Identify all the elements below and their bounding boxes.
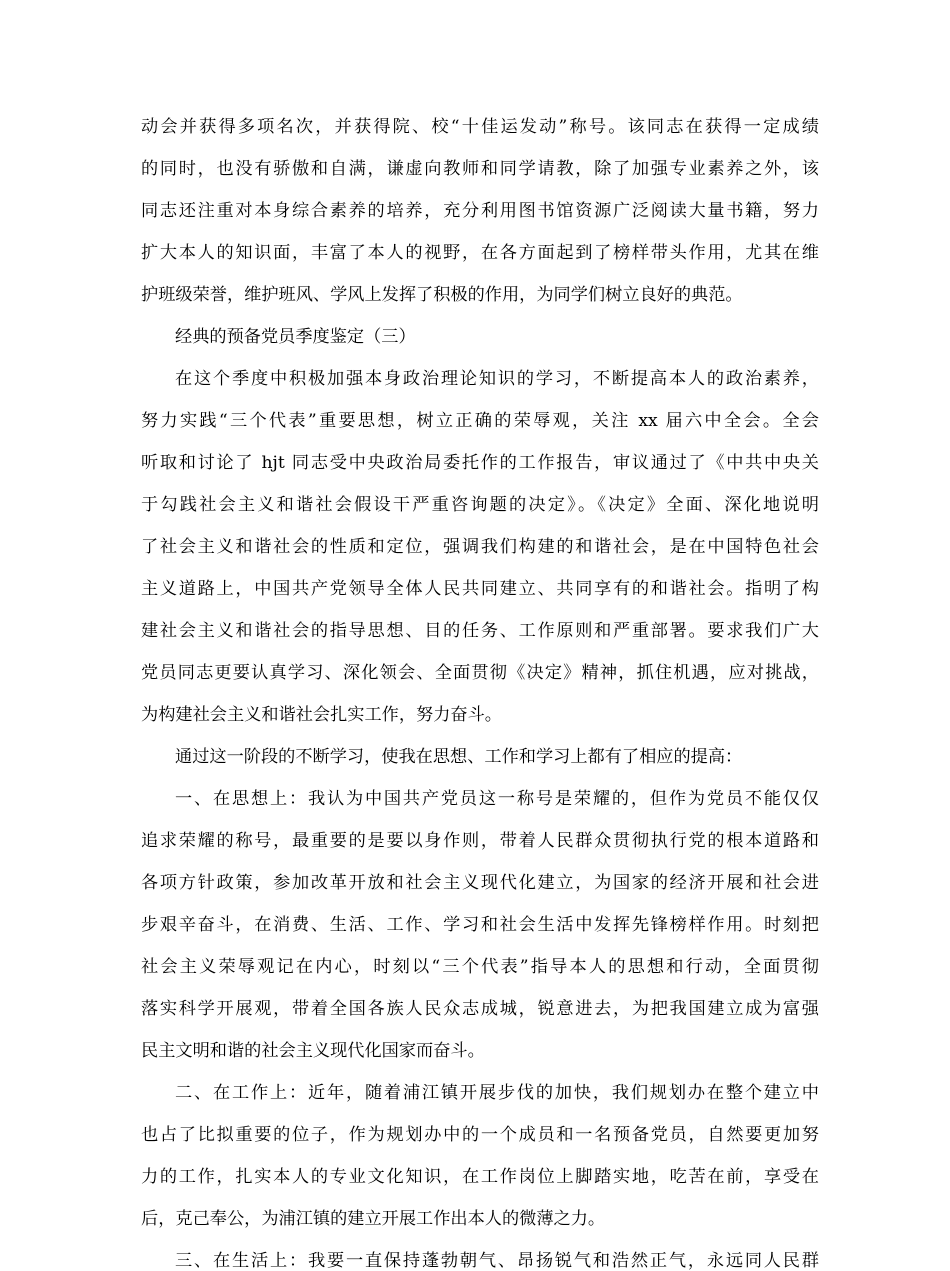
text-line: 民主文明和谐的社会主义现代化国家而奋斗。: [141, 1041, 485, 1061]
text-line: 努力实践“三个代表”重要思想，树立正确的荣辱观，关注 xx 届六中全会。全会: [141, 411, 819, 431]
text-line: 力的工作，扎实本人的专业文化知识，在工作岗位上脚踏实地，吃苦在前，享受在: [141, 1167, 819, 1187]
text-line: 为构建社会主义和谐社会扎实工作，努力奋斗。: [141, 705, 502, 725]
section-heading: 经典的预备党员季度鉴定（三）: [175, 327, 416, 347]
text-line: 追求荣耀的称号，最重要的是要以身作则，带着人民群众贯彻执行党的根本道路和: [141, 831, 819, 851]
text-line: 各项方针政策，参加改革开放和社会主义现代化建立，为国家的经济开展和社会进: [141, 873, 819, 893]
text-line: 主义道路上，中国共产党领导全体人民共同建立、共同享有的和谐社会。指明了构: [141, 579, 819, 599]
text-line: 在这个季度中积极加强本身政治理论知识的学习，不断提高本人的政治素养，: [175, 369, 819, 389]
text-line: 也占了比拟重要的位子，作为规划办中的一个成员和一名预备党员，自然要更加努: [141, 1125, 819, 1145]
text-line: 同志还注重对本身综合素养的培养，充分利用图书馆资源广泛阅读大量书籍，努力: [141, 201, 819, 221]
text-line: 步艰辛奋斗，在消费、生活、工作、学习和社会生活中发挥先锋榜样作用。时刻把: [141, 915, 819, 935]
text-line: 二、在工作上：近年，随着浦江镇开展步伐的加快，我们规划办在整个建立中: [175, 1083, 819, 1103]
text-line: 党员同志更要认真学习、深化领会、全面贯彻《决定》精神，抓住机遇，应对挑战，: [141, 663, 819, 683]
text-line: 了社会主义和谐社会的性质和定位，强调我们构建的和谐社会，是在中国特色社会: [141, 537, 819, 557]
text-line: 后，克己奉公，为浦江镇的建立开展工作出本人的微薄之力。: [141, 1209, 606, 1229]
text-line: 听取和讨论了 hjt 同志受中央政治局委托作的工作报告，审议通过了《中共中央关: [141, 453, 819, 473]
text-line: 落实科学开展观，带着全国各族人民众志成城，锐意进去，为把我国建立成为富强: [141, 999, 819, 1019]
text-line: 护班级荣誉，维护班风、学风上发挥了积极的作用，为同学们树立良好的典范。: [141, 285, 743, 305]
text-line: 的同时，也没有骄傲和自满，谦虚向教师和同学请教，除了加强专业素养之外，该: [141, 159, 819, 179]
text-line: 社会主义荣辱观记在内心，时刻以“三个代表”指导本人的思想和行动，全面贯彻: [141, 957, 819, 977]
text-line: 建社会主义和谐社会的指导思想、目的任务、工作原则和严重部署。要求我们广大: [141, 621, 819, 641]
text-line: 一、在思想上：我认为中国共产党员这一称号是荣耀的，但作为党员不能仅仅: [175, 789, 819, 809]
text-line: 通过这一阶段的不断学习，使我在思想、工作和学习上都有了相应的提高：: [175, 747, 743, 767]
text-line: 动会并获得多项名次，并获得院、校“十佳运发动”称号。该同志在获得一定成绩: [141, 117, 819, 137]
text-line: 三、在生活上：我要一直保持蓬勃朝气、昂扬锐气和浩然正气，永远同人民群: [175, 1251, 819, 1271]
text-line: 扩大本人的知识面，丰富了本人的视野，在各方面起到了榜样带头作用，尤其在维: [141, 243, 819, 263]
text-line: 于勾践社会主义和谐社会假设干严重咨询题的决定》。《决定》全面、深化地说明: [141, 495, 819, 515]
